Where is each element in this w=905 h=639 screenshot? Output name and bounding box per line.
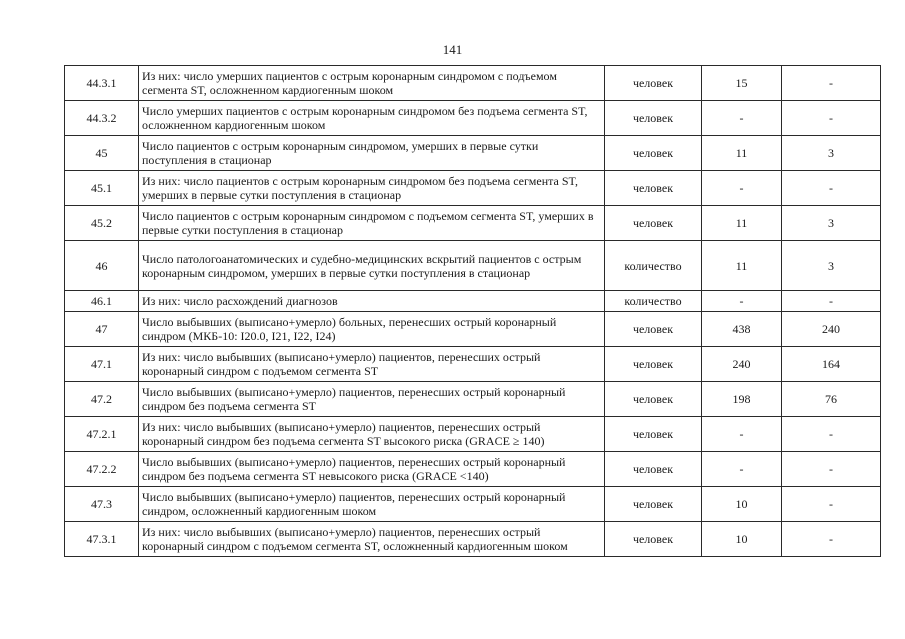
page-number: 141 xyxy=(442,42,463,57)
row-description: Число выбывших (выписано+умерло) пациентов, перенесших острый коронарный синдром, осложненный кардиогенным шоком xyxy=(139,487,605,522)
row-value-2: 3 xyxy=(782,241,881,291)
row-description: Из них: число выбывших (выписано+умерло) пациентов, перенесших острый коронарный синдром с подъемом сегмента ST, осложненный кардиогенным шоком xyxy=(139,522,605,557)
row-code: 47.1 xyxy=(65,347,139,382)
table-row xyxy=(65,206,881,241)
row-value-1: - xyxy=(702,101,782,136)
row-code: 45.2 xyxy=(65,206,139,241)
row-unit: количество xyxy=(605,241,702,291)
row-value-1: 11 xyxy=(702,241,782,291)
row-description: Из них: число пациентов с острым коронарным синдромом без подъема сегмента ST, умерших в первые сутки поступления в стационар xyxy=(139,171,605,206)
row-unit: количество xyxy=(605,291,702,312)
table-row xyxy=(65,487,881,522)
table-row xyxy=(65,347,881,382)
row-description: Число умерших пациентов с острым коронарным синдромом без подъема сегмента ST, осложненном кардиогенным шоком xyxy=(139,101,605,136)
table-row xyxy=(65,452,881,487)
row-unit: человек xyxy=(605,136,702,171)
row-unit: человек xyxy=(605,312,702,347)
row-unit: человек xyxy=(605,417,702,452)
row-value-1: - xyxy=(702,291,782,312)
row-unit: человек xyxy=(605,101,702,136)
table-row xyxy=(65,66,881,101)
row-value-2: 164 xyxy=(782,347,881,382)
row-code: 44.3.2 xyxy=(65,101,139,136)
row-value-1: 11 xyxy=(702,136,782,171)
table-row xyxy=(65,417,881,452)
row-value-2: - xyxy=(782,66,881,101)
row-unit: человек xyxy=(605,382,702,417)
row-description: Из них: число умерших пациентов с острым коронарным синдромом с подъемом сегмента ST, осложненном кардиогенным шоком xyxy=(139,66,605,101)
row-code: 46 xyxy=(65,241,139,291)
row-description: Число пациентов с острым коронарным синдромом с подъемом сегмента ST, умерших в первые сутки поступления в стационар xyxy=(139,206,605,241)
row-description: Из них: число выбывших (выписано+умерло) пациентов, перенесших острый коронарный синдром с подъемом сегмента ST xyxy=(139,347,605,382)
row-unit: человек xyxy=(605,487,702,522)
row-code: 46.1 xyxy=(65,291,139,312)
table-row xyxy=(65,101,881,136)
table-row xyxy=(65,522,881,557)
row-value-1: 11 xyxy=(702,206,782,241)
row-description: Число выбывших (выписано+умерло) пациентов, перенесших острый коронарный синдром без подъема сегмента ST невысокого риска (GRACE <140) xyxy=(139,452,605,487)
row-code: 44.3.1 xyxy=(65,66,139,101)
row-value-2: 240 xyxy=(782,312,881,347)
table-row xyxy=(65,382,881,417)
row-value-2: 3 xyxy=(782,136,881,171)
row-description: Из них: число расхождений диагнозов xyxy=(139,291,605,312)
table-row xyxy=(65,241,881,291)
row-value-2: 3 xyxy=(782,206,881,241)
row-value-1: 15 xyxy=(702,66,782,101)
row-value-2: - xyxy=(782,291,881,312)
row-code: 47.2.2 xyxy=(65,452,139,487)
row-value-1: 10 xyxy=(702,522,782,557)
row-code: 47 xyxy=(65,312,139,347)
row-value-1: 10 xyxy=(702,487,782,522)
row-description: Число выбывших (выписано+умерло) больных, перенесших острый коронарный синдром (МКБ-10: I20.0, I21, I22, I24) xyxy=(139,312,605,347)
row-value-2: - xyxy=(782,101,881,136)
row-value-1: - xyxy=(702,417,782,452)
row-code: 47.2.1 xyxy=(65,417,139,452)
row-value-1: 438 xyxy=(702,312,782,347)
row-value-1: - xyxy=(702,452,782,487)
row-code: 47.2 xyxy=(65,382,139,417)
row-value-2: - xyxy=(782,417,881,452)
row-value-2: - xyxy=(782,171,881,206)
row-unit: человек xyxy=(605,452,702,487)
row-value-1: - xyxy=(702,171,782,206)
row-unit: человек xyxy=(605,522,702,557)
row-code: 45.1 xyxy=(65,171,139,206)
row-code: 45 xyxy=(65,136,139,171)
row-value-2: 76 xyxy=(782,382,881,417)
row-code: 47.3.1 xyxy=(65,522,139,557)
row-description: Число патологоанатомических и судебно-медицинских вскрытий пациентов с острым коронарным синдромом, умерших в первые сутки поступления в стационар xyxy=(139,241,605,291)
row-code: 47.3 xyxy=(65,487,139,522)
table-row xyxy=(65,136,881,171)
indicators-table xyxy=(64,65,881,557)
table-row xyxy=(65,312,881,347)
row-description: Число выбывших (выписано+умерло) пациентов, перенесших острый коронарный синдром без подъема сегмента ST xyxy=(139,382,605,417)
table-row xyxy=(65,171,881,206)
row-value-1: 198 xyxy=(702,382,782,417)
row-description: Из них: число выбывших (выписано+умерло) пациентов, перенесших острый коронарный синдром без подъема сегмента ST высокого риска (GRACE ≥ 140) xyxy=(139,417,605,452)
row-unit: человек xyxy=(605,171,702,206)
row-unit: человек xyxy=(605,206,702,241)
row-value-2: - xyxy=(782,522,881,557)
row-unit: человек xyxy=(605,66,702,101)
table-row xyxy=(65,291,881,312)
row-description: Число пациентов с острым коронарным синдромом, умерших в первые сутки поступления в стационар xyxy=(139,136,605,171)
row-value-2: - xyxy=(782,452,881,487)
row-value-2: - xyxy=(782,487,881,522)
row-unit: человек xyxy=(605,347,702,382)
row-value-1: 240 xyxy=(702,347,782,382)
